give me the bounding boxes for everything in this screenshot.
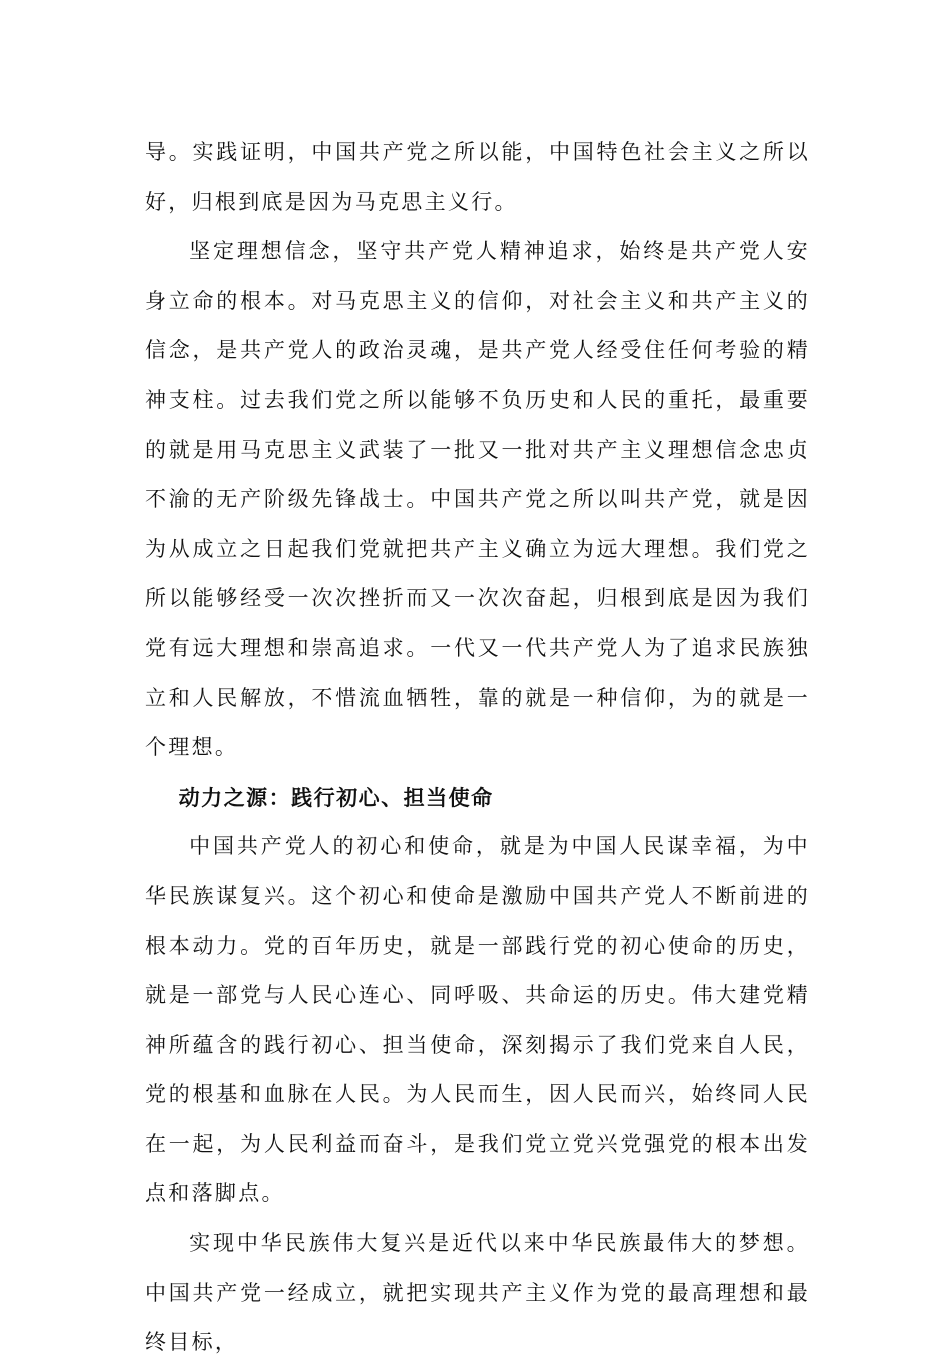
paragraph-original-mission: 中国共产党人的初心和使命，就是为中国人民谋幸福，为中华民族谋复兴。这个初心和使命是激励中国共产党人不断前进的根本动力。党的百年历史，就是一部践行党的初心使命的历史，就是一部党与人民心连心、同呼吸、共命运的历史。伟大建党精神所蕴含的践行初心、担当使命，深刻揭示了我们党来自人民，党的根基和血脉在人民。为人民而生，因人民而兴，始终同人民在一起，为人民利益而奋斗，是我们党立党兴党强党的根本出发点和落脚点。 [145, 834, 810, 1206]
paragraph-national-rejuvenation: 实现中华民族伟大复兴是近代以来中华民族最伟大的梦想。中国共产党一经成立，就把实现共产主义作为党的最高理想和最终目标， [145, 1231, 810, 1355]
document-body [145, 128, 810, 1368]
paragraph-ideals-and-beliefs: 坚定理想信念，坚守共产党人精神追求，始终是共产党人安身立命的根本。对马克思主义的信仰，对社会主义和共产主义的信念，是共产党人的政治灵魂，是共产党人经受住任何考验的精神支柱。过去我们党之所以能够不负历史和人民的重托，最重要的就是用马克思主义武装了一批又一批对共产主义理想信念忠贞不渝的无产阶级先锋战士。中国共产党之所以叫共产党，就是因为从成立之日起我们党就把共产主义确立为远大理想。我们党之所以能够经受一次次挫折而又一次次奋起，归根到底是因为我们党有远大理想和崇高追求。一代又一代共产党人为了追求民族独立和人民解放，不惜流血牺牲，靠的就是一种信仰，为的就是一个理想。 [145, 239, 810, 760]
paragraph-continuation: 导。实践证明，中国共产党之所以能，中国特色社会主义之所以好，归根到底是因为马克思主义行。 [145, 140, 810, 214]
section-heading: 动力之源：践行初心、担当使命 [178, 784, 494, 810]
